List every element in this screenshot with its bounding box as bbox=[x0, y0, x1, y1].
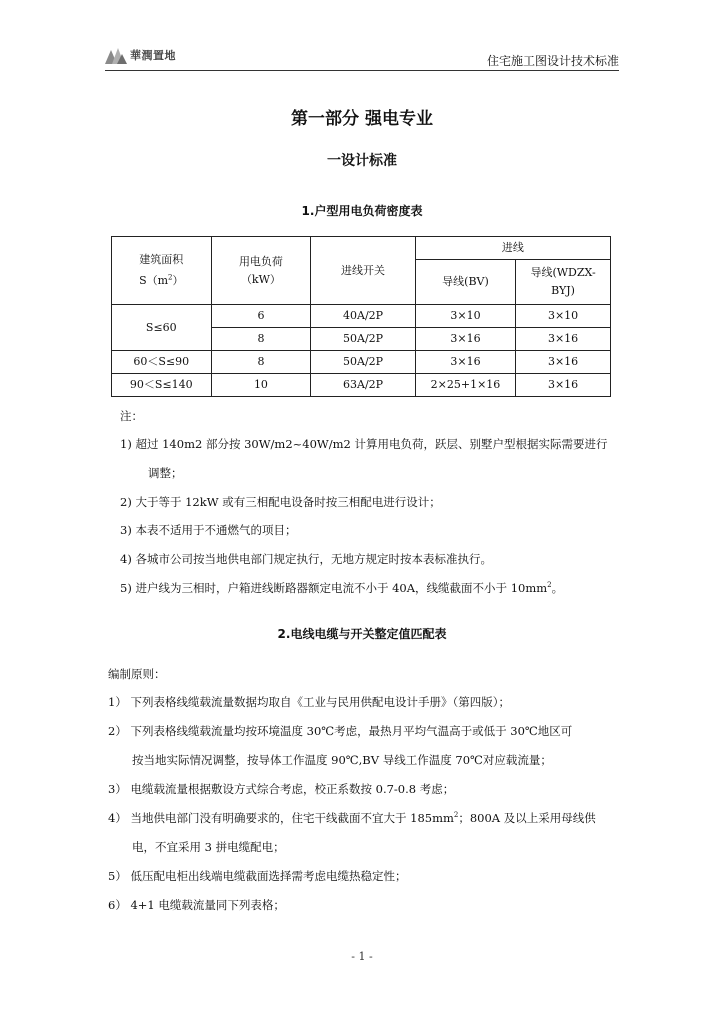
principle-1: 1） 下列表格线缆载流量数据均取自《工业与民用供配电设计手册》（第四版）； bbox=[108, 695, 510, 709]
table2-title: 2.电线电缆与开关整定值匹配表 bbox=[277, 627, 447, 641]
principles-label: 编制原则： bbox=[108, 667, 166, 681]
cell-wdz: 3×10 bbox=[516, 305, 611, 328]
section-title: 一设计标准 bbox=[327, 153, 397, 169]
cell-bv: 3×10 bbox=[415, 305, 515, 328]
cell-load: 8 bbox=[211, 351, 311, 374]
header-area bbox=[112, 237, 212, 305]
document-title: 住宅施工图设计技术标准 bbox=[486, 54, 619, 68]
principle-4: 4） 当地供电部门没有明确要求的，住宅干线截面不宜大于 $185mm^2$；800A 及以上采用母线供 bbox=[108, 811, 596, 825]
cell-load: 10 bbox=[211, 374, 311, 397]
cell-area: S≤60 bbox=[112, 305, 212, 351]
cell-wdz: 3×16 bbox=[516, 328, 611, 351]
note-4: 4) 各城市公司按当地供电部门规定执行，无地方规定时按本表标准执行。 bbox=[120, 552, 492, 566]
cell-bv: 2×25+1×16 bbox=[415, 374, 515, 397]
header-area-unit: $S(m^2)$ bbox=[139, 273, 184, 288]
header-switch: 进线开关 bbox=[311, 237, 416, 305]
table-row bbox=[112, 351, 611, 374]
cell-wdz: 3×16 bbox=[516, 351, 611, 374]
cell-switch: 63A/2P bbox=[311, 374, 416, 397]
cell-switch: 50A/2P bbox=[311, 328, 416, 351]
header-incoming: 进线 bbox=[415, 237, 610, 260]
page-number: - 1 - bbox=[351, 950, 373, 963]
note-1-cont: 调整； bbox=[148, 466, 183, 480]
header-load-unit: （kW） bbox=[240, 272, 281, 286]
cell-area: 90＜S≤140 bbox=[112, 374, 212, 397]
cell-load: 6 bbox=[211, 305, 311, 328]
load-density-table bbox=[111, 236, 611, 397]
page-header bbox=[105, 40, 619, 71]
note-2: 2) 大于等于 12kW 或有三相配电设备时按三相配电进行设计； bbox=[120, 495, 441, 509]
cell-bv: 3×16 bbox=[415, 351, 515, 374]
cell-load: 8 bbox=[211, 328, 311, 351]
header-area-label: 建筑面积 bbox=[139, 252, 184, 266]
principle-6: 6） 4+1 电缆载流量同下列表格； bbox=[108, 898, 285, 912]
header-load bbox=[211, 237, 311, 305]
cell-bv: 3×16 bbox=[415, 328, 515, 351]
company-logo bbox=[105, 46, 176, 64]
principle-4-cont: 电，不宜采用 3 拼电缆配电； bbox=[132, 840, 285, 854]
header-load-label: 用电负荷 bbox=[238, 254, 283, 268]
cell-switch: 50A/2P bbox=[311, 351, 416, 374]
table-row bbox=[112, 305, 611, 328]
cell-switch: 40A/2P bbox=[311, 305, 416, 328]
table1-title: 1.户型用电负荷密度表 bbox=[301, 204, 423, 218]
logo-mark-icon bbox=[105, 46, 127, 64]
note-1: 1) 超过 140m2 部分按 30W/m2~40W/m2 计算用电负荷，跃层、别墅户型根据实际需要进行 bbox=[120, 437, 608, 451]
table-row bbox=[112, 374, 611, 397]
note-5: 5) 进户线为三相时，户箱进线断路器额定电流不小于 40A，线缆截面不小于 $10mm^2$。 bbox=[120, 581, 564, 595]
logo-text: 華潤置地 bbox=[130, 49, 176, 62]
principle-5: 5） 低压配电柜出线端电缆截面选择需考虑电缆热稳定性； bbox=[108, 869, 407, 883]
principle-2-cont: 按当地实际情况调整，按导体工作温度 90℃,BV 导线工作温度 70℃对应载流量； bbox=[132, 753, 552, 767]
part-title: 第一部分 强电专业 bbox=[291, 109, 433, 129]
cell-area: 60＜S≤90 bbox=[112, 351, 212, 374]
notes-label: 注： bbox=[120, 409, 143, 423]
principle-3: 3） 电缆载流量根据敷设方式综合考虑，校正系数按 0.7-0.8 考虑； bbox=[108, 782, 455, 796]
cell-wdz: 3×16 bbox=[516, 374, 611, 397]
header-wire-bv: 导线(BV) bbox=[415, 260, 515, 305]
note-3: 3) 本表不适用于不通燃气的项目； bbox=[120, 523, 297, 537]
header-wire-wdz: 导线(WDZX- BYJ) bbox=[516, 260, 611, 305]
principle-2: 2） 下列表格线缆载流量均按环境温度 30℃考虑，最热月平均气温高于或低于 30℃地区可 bbox=[108, 724, 573, 738]
